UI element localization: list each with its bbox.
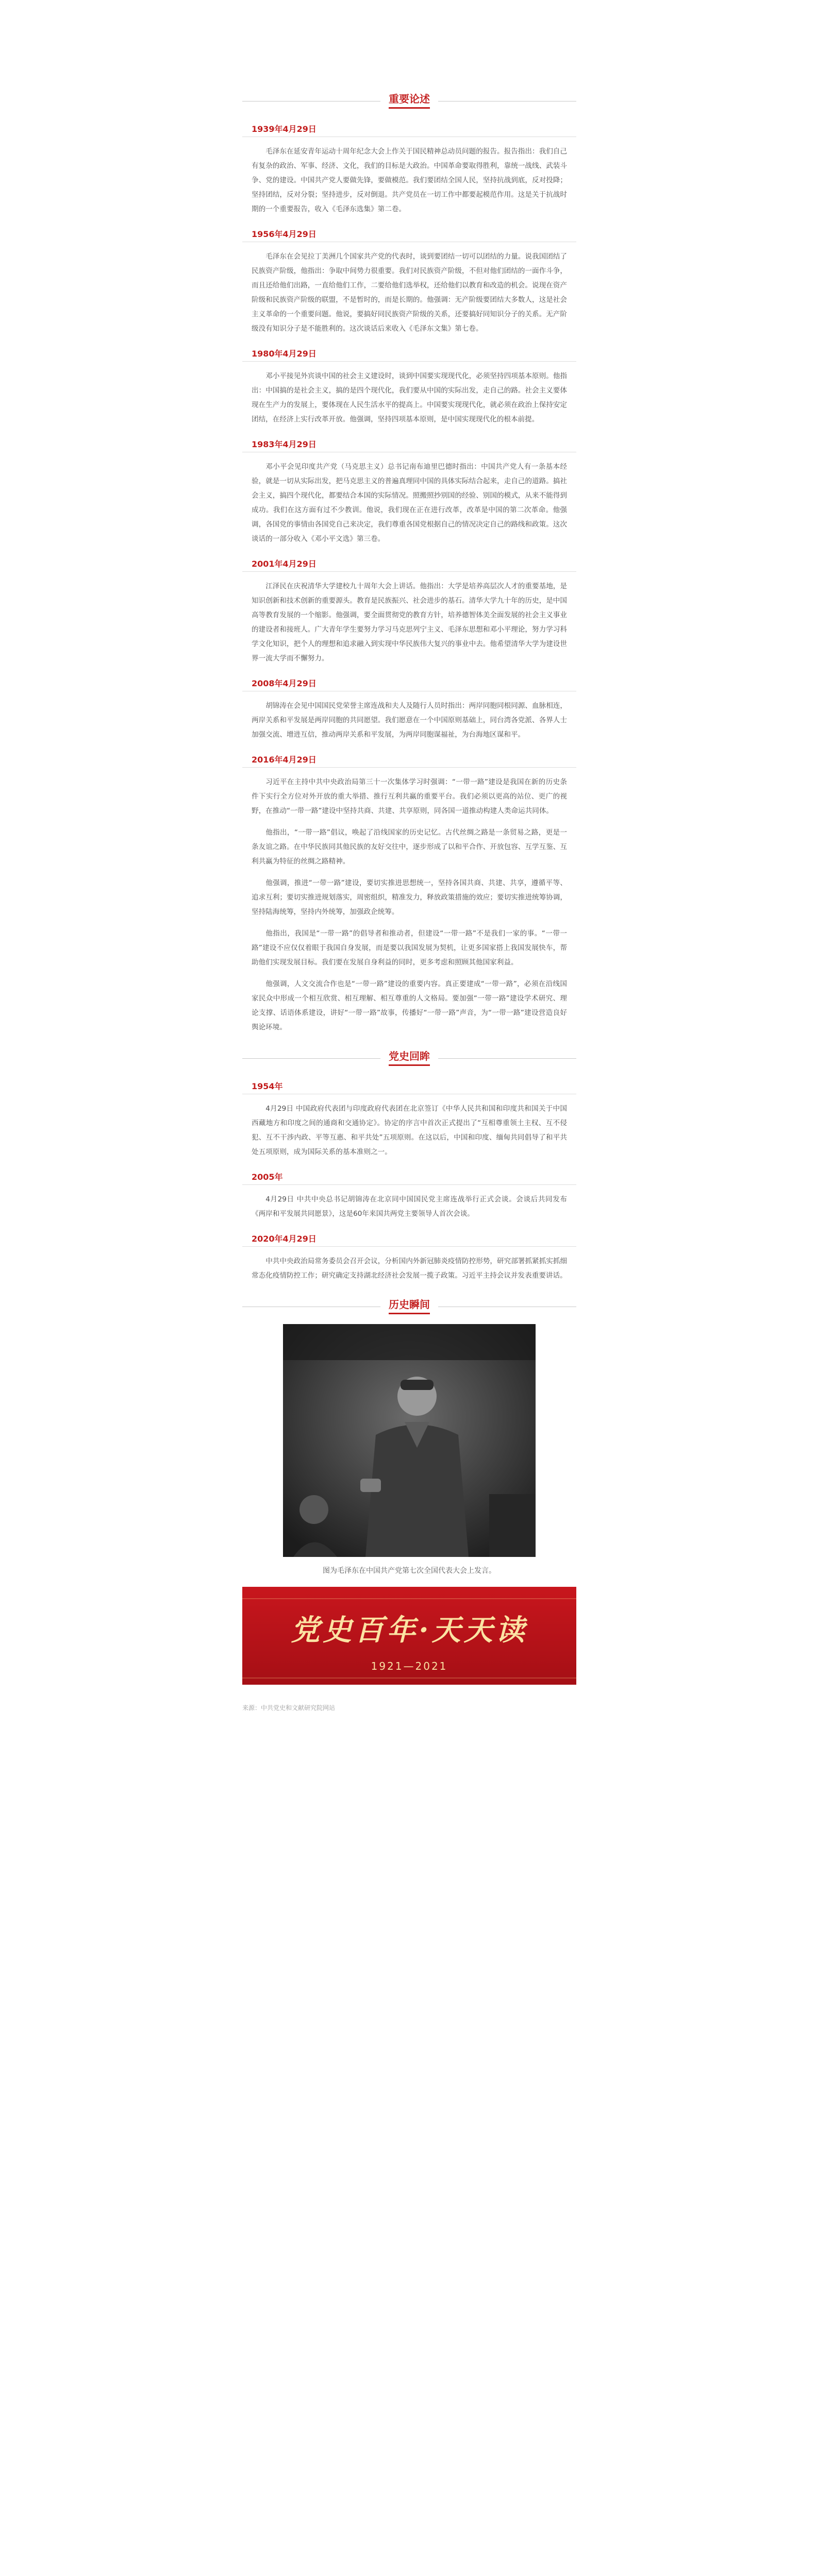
entry-date: 1956年4月29日 (252, 229, 317, 239)
entry-paragraph: 4月29日 中国政府代表团与印度政府代表团在北京签订《中华人民共和国和印度共和国关于中国西藏地方和印度之间的通商和交通协定》。协定的序言中首次正式提出了“互相尊重领土主权、互不侵犯、互不干涉内政、平等互惠、和平共处”五项原则。在这以后，中国和印度、缅甸共同倡导了和平共处五项原则，成为国际关系的基本准则之一。 (252, 1105, 567, 1156)
entry-paragraph: 他指出，我国是“一带一路”的倡导者和推动者，但建设“一带一路”不是我们一家的事。“一带一路”建设不应仅仅着眼于我国自身发展，而是要以我国发展为契机，让更多国家搭上我国发展快车，帮助他们实现发展目标。我们要在发展自身利益的同时，更多考虑和照顾其他国家利益。 (252, 929, 567, 967)
party-review-list (242, 1076, 576, 1283)
entry-divider (242, 1246, 576, 1247)
entry-paragraph: 邓小平接见外宾谈中国的社会主义建设时，谈到中国要实现现代化，必须坚持四项基本原则。他指出：中国搞的是社会主义，搞的是四个现代化，我们要从中国的实际出发，走自己的路。社会主义要体现在生产力的发展上，要体现在人民生活水平的提高上。中国要实现现代化，就必须在政治上保持安定团结，在经济上实行改革开放。他强调，坚持四项基本原则，是中国实现现代化的根本前提。 (252, 372, 567, 423)
banner-stripe (242, 1677, 576, 1679)
entry-paragraph: 他指出，“一带一路”倡议，唤起了沿线国家的历史记忆。古代丝绸之路是一条贸易之路，更是一条友谊之路。在中华民族同其他民族的友好交往中，逐步形成了以和平合作、开放包容、互学互鉴、互利共赢为特征的丝绸之路精神。 (252, 828, 567, 866)
party-history-banner (242, 1587, 576, 1685)
entry-header (242, 224, 576, 243)
entry-header (242, 343, 576, 363)
section-title-text: 历史瞬间 (389, 1298, 430, 1311)
entry-date: 2001年4月29日 (252, 559, 317, 569)
section-title-text: 重要论述 (389, 93, 430, 105)
entry-header (242, 553, 576, 573)
entry-paragraph: 邓小平会见印度共产党（马克思主义）总书记南布迪里巴德时指出：中国共产党人有一条基本经验，就是一切从实际出发，把马克思主义的普遍真理同中国的具体实际结合起来，走自己的道路。搞社会主义，搞四个现代化，都要结合本国的实际情况。照搬照抄别国的经验、别国的模式，从来不能得到成功。我们在这方面有过不少教训。他说，我们现在正在进行改革，改革是中国的第二次革命。他强调，各国党的事情由各国党自己来决定，我们尊重各国党根据自己的情况决定自己的路线和政策。这次谈话的一部分收入《邓小平文选》第三卷。 (252, 463, 567, 543)
section-title-text: 党史回眸 (389, 1050, 430, 1062)
entry-date: 2008年4月29日 (252, 679, 317, 688)
entry-header (242, 434, 576, 453)
entry-header (242, 1076, 576, 1095)
entry-paragraph: 他强调，推进“一带一路”建设，要切实推进思想统一，坚持各国共商、共建、共享，遵循平等、追求互利；要切实推进规划落实，周密组织，精准发力，释放政策措施的效应；要切实推进统筹协调，坚持陆海统筹，坚持内外统筹，加强政企统筹。 (252, 879, 567, 916)
entry-paragraph: 胡锦涛在会见中国国民党荣誉主席连战和夫人及随行人员时指出：两岸同胞同根同源、血脉相连，两岸关系和平发展是两岸同胞的共同愿望。我们愿意在一个中国原则基础上，同台湾各党派、各界人士加强交流、增进互信，推动两岸关系和平发展，为两岸同胞谋福祉，为台海地区谋和平。 (252, 702, 567, 739)
entry-date: 1939年4月29日 (252, 124, 317, 134)
banner-motto: 党史百年·天天读 (291, 1613, 528, 1647)
entry-divider (242, 571, 576, 572)
section-title (380, 1296, 438, 1314)
entry-date: 2005年 (252, 1172, 283, 1182)
entry-paragraph: 习近平在主持中共中央政治局第三十一次集体学习时强调：“一带一路”建设是我国在新的历史条件下实行全方位对外开放的重大举措、推行互利共赢的重要平台。我们必须以更高的站位、更广的视野，在推动“一带一路”建设中坚持共商、共建、共享原则，同各国一道推动构建人类命运共同体。 (252, 778, 567, 815)
entry-paragraph: 他强调，人文交流合作也是“一带一路”建设的重要内容。真正要建成“一带一路”，必须在沿线国家民众中形成一个相互欣赏、相互理解、相互尊重的人文格局。要加强“一带一路”建设学术研究、理论支撑、话语体系建设，讲好“一带一路”故事，传播好“一带一路”声音，为“一带一路”建设营造良好舆论环境。 (252, 980, 567, 1031)
photo-caption: 图为毛泽东在中国共产党第七次全国代表大会上发言。 (323, 1567, 496, 1575)
entry-header (242, 673, 576, 692)
entry-paragraph: 4月29日 中共中央总书记胡锦涛在北京同中国国民党主席连战举行正式会谈。会谈后共同发布《两岸和平发展共同愿景》，这是60年来国共两党主要领导人首次会谈。 (252, 1195, 567, 1218)
section-title-underline (389, 107, 430, 109)
section-header-history-moment (242, 1293, 576, 1314)
section-title (380, 91, 438, 109)
section-title (380, 1048, 438, 1066)
entry-paragraph: 毛泽东在延安青年运动十周年纪念大会上作关于国民精神总动员问题的报告。报告指出：我们自己有复杂的政治、军事、经济、文化，我们的目标是大政治。中国革命要取得胜利，靠统一战线、武装斗争、党的建设。中国共产党人要做先锋，要做模范。我们要团结全国人民，坚持抗战到底，反对投降；坚持团结，反对分裂；坚持进步，反对倒退。共产党员在一切工作中都要起模范作用。这是关于抗战时期的一个重要报告，收入《毛泽东选集》第二卷。 (252, 147, 567, 213)
entry-paragraph: 毛泽东在会见拉丁美洲几个国家共产党的代表时，谈到要团结一切可以团结的力量。说我国团结了民族资产阶级，他指出：争取中间势力很重要。我们对民族资产阶级，不但对他们团结的一面作斗争，而且还给他们出路，一直给他们工作，二要给他们选举权，还给他们以教育和改造的机会。说现在资产阶级和民族资产阶级的联盟，不是暂时的，而是长期的。他强调：无产阶级要团结大多数人，这是社会主义革命的一个重要问题。他说，要搞好同民族资产阶级的关系，还要搞好同知识分子的关系。无产阶级没有知识分子是不能胜利的。这次谈话后来收入《毛泽东文集》第七卷。 (252, 252, 567, 333)
important-list (242, 118, 576, 1035)
section-header-party-review (242, 1045, 576, 1065)
entry-date: 1983年4月29日 (252, 439, 317, 449)
entry-header (242, 118, 576, 138)
entry-paragraph: 中共中央政治局常务委员会召开会议，分析国内外新冠肺炎疫情防控形势，研究部署抓紧抓实抓细常态化疫情防控工作；研究确定支持湖北经济社会发展一揽子政策。习近平主持会议并发表重要讲话。 (252, 1257, 567, 1280)
entry-date: 1954年 (252, 1081, 283, 1091)
source-note: 来源：中共党史和文献研究院网站 (242, 1704, 336, 1711)
entry-header (242, 1166, 576, 1186)
article-column (242, 77, 576, 1712)
entry-header (242, 1228, 576, 1248)
entry-date: 1980年4月29日 (252, 349, 317, 359)
section-title-underline (389, 1064, 430, 1066)
entry-paragraph: 江泽民在庆祝清华大学建校九十周年大会上讲话。他指出：大学是培养高层次人才的重要基地，是知识创新和技术创新的重要源头。教育是民族振兴、社会进步的基石。清华大学九十年的历史，是中国高等教育发展的一个缩影。他强调，要全面贯彻党的教育方针，培养德智体美全面发展的社会主义事业的建设者和接班人。广大青年学生要努力学习马克思列宁主义、毛泽东思想和邓小平理论，努力学习科学文化知识，把个人的理想和追求融入到实现中华民族伟大复兴的事业中去。他希望清华大学为建设世界一流大学而不懈努力。 (252, 582, 567, 663)
entry-divider (242, 767, 576, 768)
section-header-important (242, 88, 576, 108)
entry-header (242, 749, 576, 769)
entry-divider (242, 361, 576, 362)
entry-divider (242, 1184, 576, 1185)
historical-photo (283, 1324, 536, 1557)
banner-stripe (242, 1598, 576, 1599)
banner-years: 1921—2021 (371, 1660, 448, 1672)
historical-photo-illustration (283, 1324, 536, 1557)
section-title-underline (389, 1313, 430, 1314)
entry-date: 2016年4月29日 (252, 755, 317, 765)
entry-date: 2020年4月29日 (252, 1234, 317, 1244)
